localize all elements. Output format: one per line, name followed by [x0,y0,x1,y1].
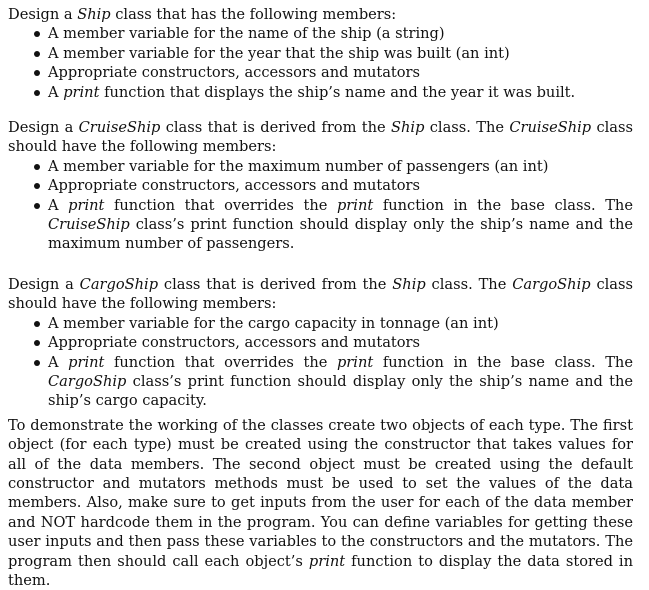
list-item: A member variable for the maximum number of passengers (an int) [48,157,633,176]
list-item: Appropriate constructors, accessors and mutators [48,333,633,352]
list-item: A print function that overrides the print function in the base class. The CargoShip class’s print function should display only the ship’s name and the ship’s cargo capacity. [48,353,633,410]
list-item: Appropriate constructors, accessors and mutators [48,63,633,82]
list-item: Appropriate constructors, accessors and mutators [48,176,633,195]
ship-intro: Design a Ship class that has the following members: [8,6,397,23]
list-item: A print function that displays the ship’s name and the year it was built. [48,83,633,102]
cruiseship-member-list [8,157,633,254]
assignment-document [8,5,633,590]
cargoship-member-list [8,314,633,411]
cargoship-intro: Design a CargoShip class that is derived from the Ship class. The CargoShip class should have the following members: [8,275,633,313]
demonstration-instructions: To demonstrate the working of the classes create two objects of each type. The first object (for each type) must be created using the constructor that takes values for all of the data members. The second object must be created using the default constructor and mutators methods must be used to set the values of the data members. Also, make sure to get inputs from the user for each of the data member and NOT hardcode them in the program. You can define variables for getting these user inputs and then pass these variables to the constructors and the mutators. The program then should call each object’s print function to display the data stored in them. [8,416,633,589]
ship-member-list [8,24,633,102]
list-item: A print function that overrides the print function in the base class. The CruiseShip class’s print function should display only the ship’s name and the maximum number of passengers. [48,196,633,253]
list-item: A member variable for the name of the ship (a string) [48,24,633,43]
list-item: A member variable for the cargo capacity in tonnage (an int) [48,314,633,333]
cruiseship-intro: Design a CruiseShip class that is derived from the Ship class. The CruiseShip class should have the following members: [8,119,633,156]
list-item: A member variable for the year that the ship was built (an int) [48,44,633,63]
